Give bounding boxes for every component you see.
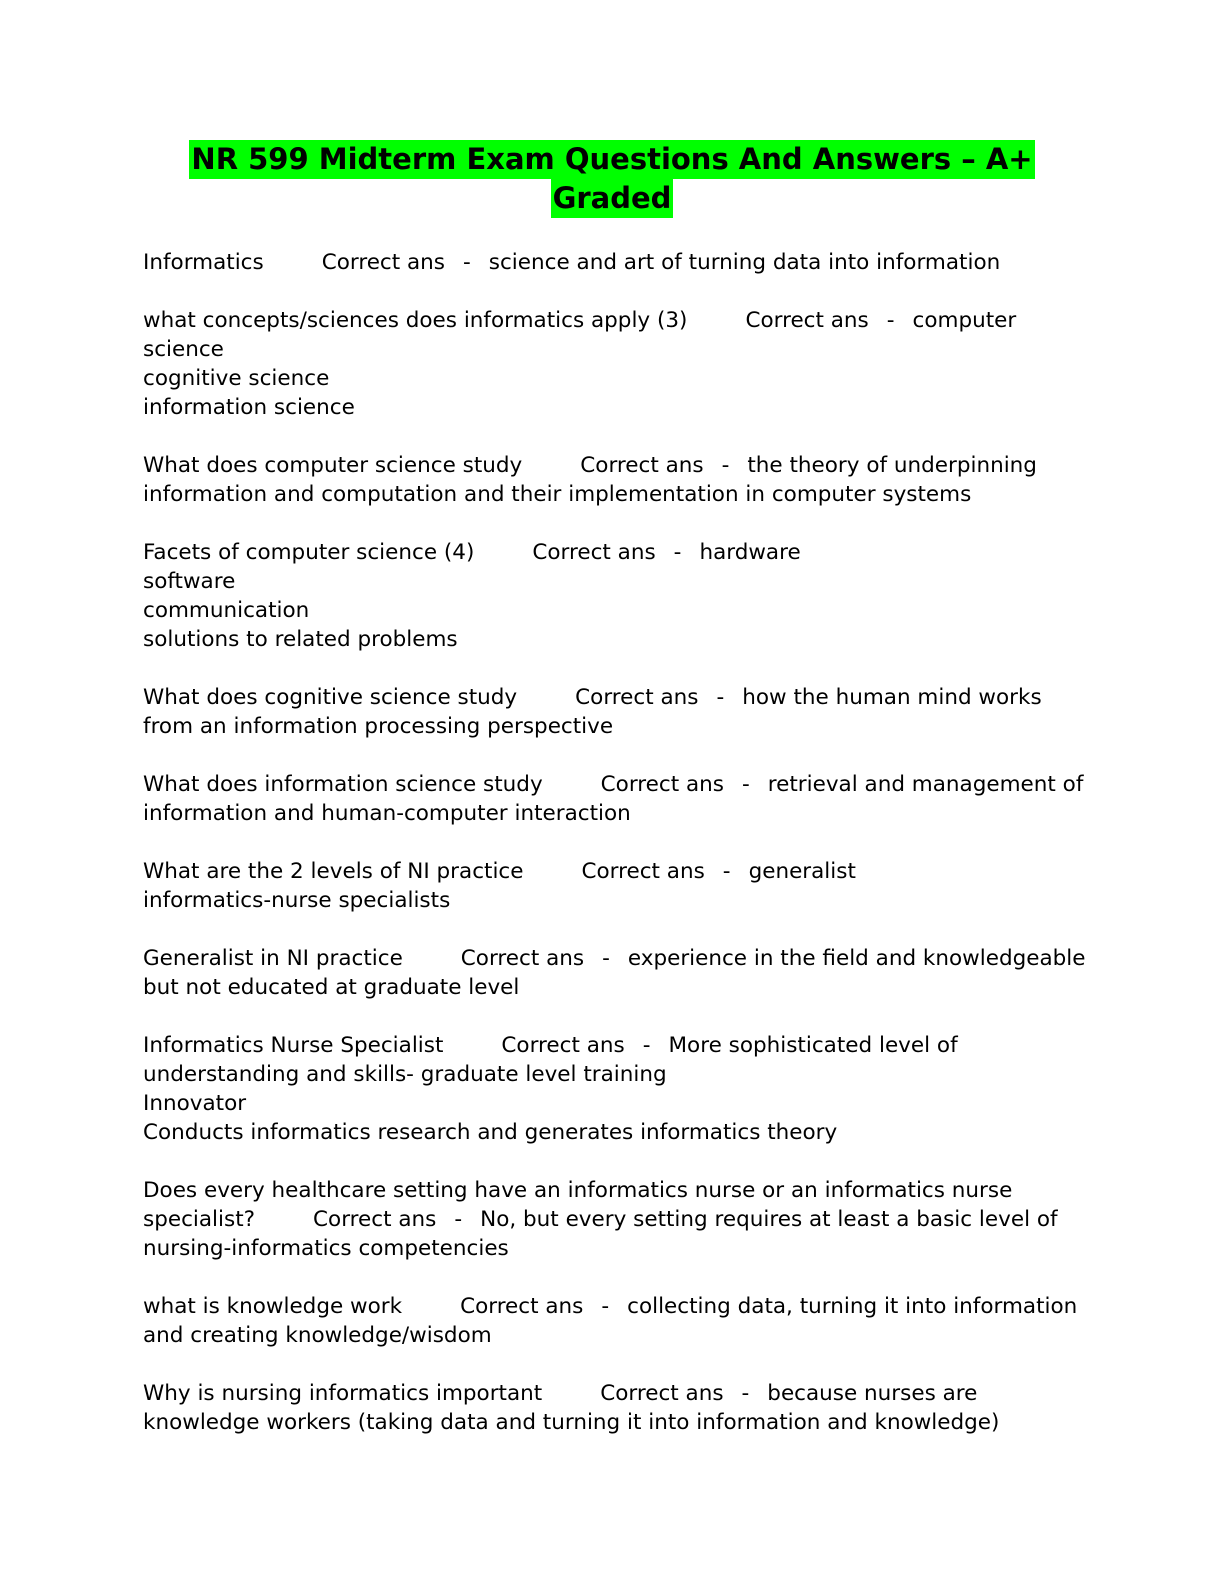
separator: -	[886, 308, 895, 333]
separator: -	[741, 1381, 750, 1406]
answer-continuation: communication	[143, 598, 310, 623]
answer-marker: Correct ans	[501, 1033, 625, 1058]
answer-text: retrieval and management of	[767, 772, 1084, 797]
separator: -	[722, 859, 731, 884]
answer-continuation: nursing-informatics competencies	[143, 1236, 509, 1261]
qa-item	[143, 451, 1083, 509]
qa-item	[143, 1379, 1083, 1437]
qa-first-line	[143, 1031, 1083, 1060]
separator: -	[463, 250, 471, 275]
answer-text: science and art of turning data into information	[488, 250, 1001, 275]
answer-continuation: information science	[143, 395, 355, 420]
answer-text: More sophisticated level of	[668, 1033, 958, 1058]
qa-item	[143, 538, 1083, 654]
separator: -	[721, 453, 730, 478]
answer-text: experience in the field and knowledgeable	[627, 946, 1086, 971]
answer-text: computer	[912, 308, 1017, 333]
answer-marker: Correct ans	[460, 946, 585, 971]
document-title	[120, 140, 1104, 218]
separator: -	[602, 946, 610, 971]
answer-marker: Correct ans	[532, 540, 656, 565]
answer-marker: Correct ans	[460, 1294, 584, 1319]
question-text: Facets of computer science (4)	[143, 540, 475, 565]
answer-marker: Correct ans	[321, 250, 446, 275]
question-text: What does cognitive science study	[143, 685, 518, 710]
qa-item	[143, 683, 1083, 741]
answer-continuation: Innovator	[143, 1091, 247, 1116]
question-text: what concepts/sciences does informatics apply (3)	[143, 308, 688, 333]
question-first-line: Does every healthcare setting have an informatics nurse or an informatics nurse	[143, 1178, 1013, 1203]
answer-marker: Correct ans	[575, 685, 699, 710]
qa-first-line	[143, 770, 1083, 799]
qa-item	[143, 1176, 1083, 1263]
answer-marker: Correct ans	[581, 859, 705, 884]
answer-text: because nurses are	[767, 1381, 978, 1406]
answer-continuation: science	[143, 337, 224, 362]
qa-item	[143, 1292, 1083, 1350]
qa-item	[143, 770, 1083, 828]
answer-text: hardware	[699, 540, 801, 565]
qa-item	[143, 248, 1083, 277]
answer-continuation: and creating knowledge/wisdom	[143, 1323, 492, 1348]
question-text: Informatics Nurse Specialist	[143, 1033, 444, 1058]
qa-item	[143, 944, 1086, 1002]
qa-first-line	[143, 451, 1083, 480]
answer-continuation: understanding and skills- graduate level training	[143, 1062, 667, 1087]
separator: -	[601, 1294, 610, 1319]
separator: -	[716, 685, 725, 710]
answer-text: collecting data, turning it into information	[627, 1294, 1078, 1319]
question-text: specialist?	[143, 1207, 256, 1232]
answer-continuation: informatics-nurse specialists	[143, 888, 451, 913]
answer-marker: Correct ans	[745, 308, 869, 333]
qa-list	[143, 248, 1086, 1466]
question-text: Informatics	[143, 250, 264, 275]
answer-text: generalist	[748, 859, 856, 884]
qa-second-line	[143, 1205, 1083, 1234]
qa-first-line	[143, 306, 1083, 335]
title-line-1: NR 599 Midterm Exam Questions And Answers – A+	[189, 140, 1034, 179]
answer-marker: Correct ans	[313, 1207, 437, 1232]
answer-continuation: but not educated at graduate level	[143, 975, 520, 1000]
question-text: what is knowledge work	[143, 1294, 403, 1319]
answer-continuation: information and computation and their implementation in computer systems	[143, 482, 972, 507]
qa-first-line	[143, 857, 1083, 886]
separator: -	[673, 540, 682, 565]
qa-first-line	[143, 683, 1083, 712]
answer-marker: Correct ans	[600, 1381, 724, 1406]
qa-first-line	[143, 248, 1083, 277]
question-text: Why is nursing informatics important	[143, 1381, 543, 1406]
answer-continuation: from an information processing perspective	[143, 714, 614, 739]
question-text: Generalist in NI practice	[143, 946, 403, 971]
answer-continuation: cognitive science	[143, 366, 330, 391]
qa-first-line	[143, 538, 1083, 567]
answer-marker: Correct ans	[600, 772, 724, 797]
separator: -	[454, 1207, 463, 1232]
answer-text: No, but every setting requires at least a basic level of	[480, 1207, 1058, 1232]
separator: -	[642, 1033, 651, 1058]
qa-item	[143, 1031, 1083, 1147]
question-text: What does information science study	[143, 772, 543, 797]
title-line-2: Graded	[551, 179, 674, 218]
answer-continuation: solutions to related problems	[143, 627, 458, 652]
separator: -	[741, 772, 750, 797]
answer-continuation: software	[143, 569, 236, 594]
answer-text: the theory of underpinning	[747, 453, 1037, 478]
question-text: What are the 2 levels of NI practice	[143, 859, 524, 884]
question-text: What does computer science study	[143, 453, 523, 478]
answer-continuation: knowledge workers (taking data and turning it into information and knowledge)	[143, 1410, 1000, 1435]
answer-marker: Correct ans	[580, 453, 704, 478]
qa-item	[143, 306, 1083, 422]
qa-item	[143, 857, 1083, 915]
answer-continuation: Conducts informatics research and generates informatics theory	[143, 1120, 838, 1145]
answer-continuation: information and human-computer interaction	[143, 801, 631, 826]
qa-first-line	[143, 1379, 1083, 1408]
qa-first-line	[143, 944, 1086, 973]
answer-text: how the human mind works	[742, 685, 1042, 710]
qa-first-line	[143, 1292, 1083, 1321]
